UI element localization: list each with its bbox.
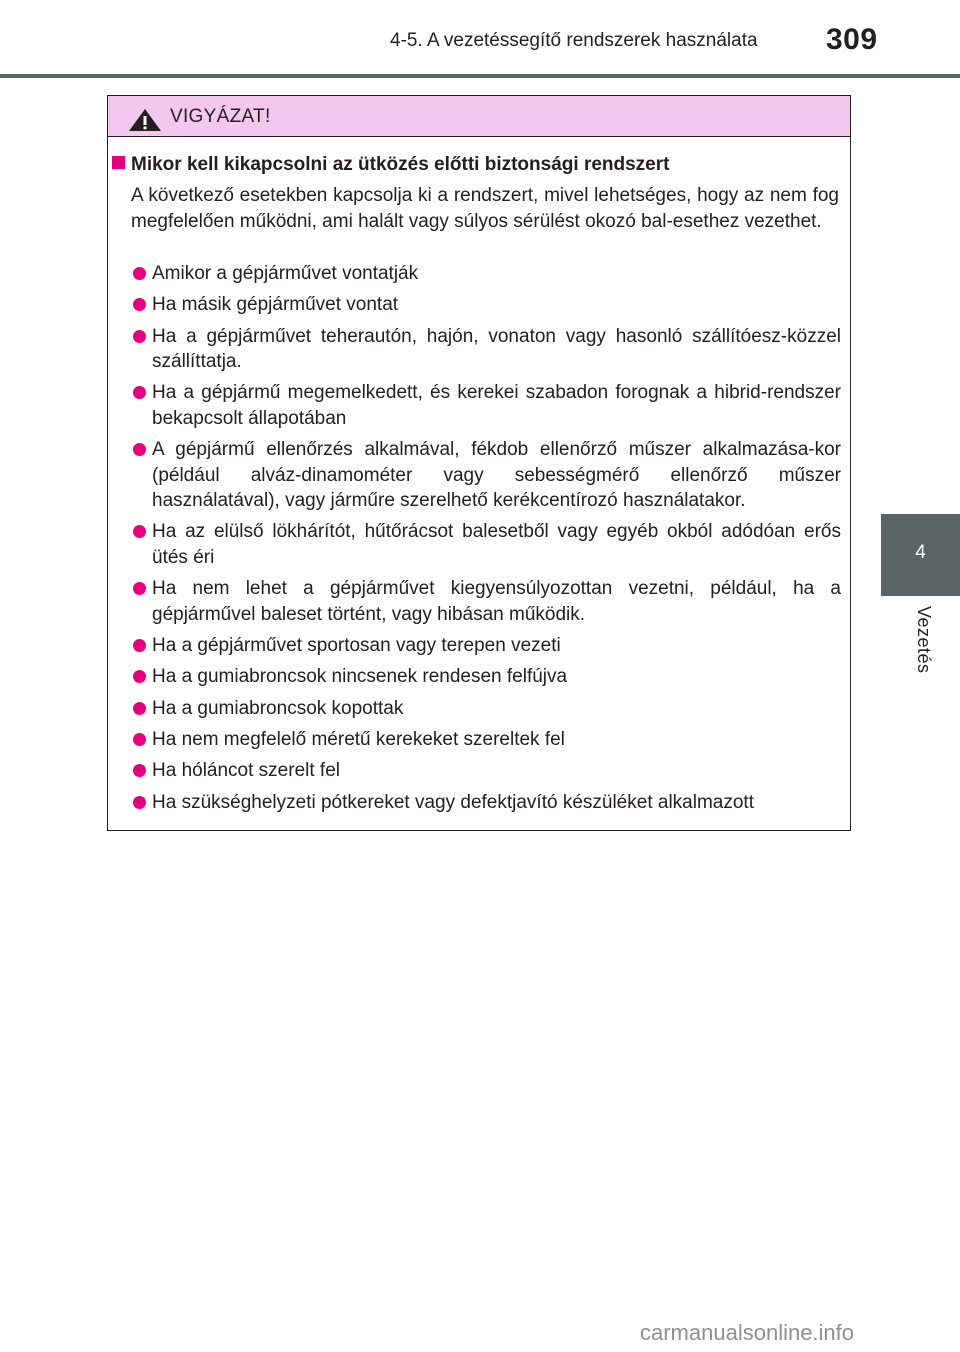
list-item: [131, 324, 841, 375]
list-item-text: Ha a gumiabroncsok nincsenek rendesen felfújva: [152, 666, 568, 688]
section-heading-text: Mikor kell kikapcsolni az ütközés előtti biztonsági rendszert: [131, 154, 670, 175]
list-item: [131, 633, 841, 659]
bullet-list: [131, 261, 841, 821]
list-item: [131, 727, 841, 753]
list-item-text: Amikor a gépjárművet vontatják: [152, 263, 419, 284]
bullet-dot-icon: [133, 443, 146, 456]
intro-paragraph: A következő esetekben kapcsolja ki a rendszert, mivel lehetséges, hogy az nem fog megfelelően működni, ami halált vagy súlyos sérülést okozó bal-esethez vezethet.: [131, 185, 839, 232]
list-item-text: Ha a gépjárművet sportosan vagy terepen vezeti: [152, 635, 561, 657]
list-item: [131, 790, 841, 816]
list-item: [131, 261, 841, 287]
bullet-dot-icon: [133, 386, 146, 399]
bullet-dot-icon: [133, 702, 146, 715]
header-rule: [0, 74, 960, 78]
page-number: 309: [826, 23, 878, 56]
list-item-text: A gépjármű ellenőrzés alkalmával, fékdob ellenőrző műszer alkalmazása-kor (például alváz-dinamométer vagy sebességmérő ellenőrző műszer használatával), vagy járműre szerelhető kerékcentírozó használatakor.: [152, 439, 841, 512]
list-item: [131, 664, 841, 690]
warning-box: [107, 95, 851, 831]
list-item: [131, 758, 841, 784]
bullet-dot-icon: [133, 733, 146, 746]
list-item-text: Ha a gumiabroncsok kopottak: [152, 697, 404, 719]
bullet-dot-icon: [133, 764, 146, 777]
list-item-text: Ha nem megfelelő méretű kerekeket szereltek fel: [152, 728, 565, 750]
bullet-dot-icon: [133, 525, 146, 538]
list-item-text: Ha nem lehet a gépjárművet kiegyensúlyozottan vezetni, például, ha a gépjárművel baleset történt, vagy hibásan működik.: [152, 578, 841, 625]
bullet-dot-icon: [133, 670, 146, 683]
square-bullet-icon: [112, 156, 125, 169]
list-item-text: Ha szükséghelyzeti pótkereket vagy defektjavító készüléket alkalmazott: [152, 791, 754, 813]
section-heading: [112, 154, 669, 176]
list-item-text: Ha másik gépjárművet vontat: [152, 294, 399, 316]
header-title: 4-5. A vezetéssegítő rendszerek használata: [390, 30, 758, 51]
warning-header: [108, 96, 850, 137]
list-item: [131, 576, 841, 627]
list-item: [131, 519, 841, 570]
bullet-dot-icon: [133, 330, 146, 343]
chapter-tab: [881, 514, 960, 596]
list-item: [131, 437, 841, 514]
warning-triangle-icon: [128, 108, 162, 132]
bullet-dot-icon: [133, 267, 146, 280]
bullet-dot-icon: [133, 298, 146, 311]
list-item-text: Ha hóláncot szerelt fel: [152, 760, 340, 782]
chapter-label: Vezetés: [914, 606, 934, 674]
list-item: [131, 292, 841, 318]
warning-label: VIGYÁZAT!: [170, 106, 271, 127]
list-item-text: Ha a gépjárművet teherautón, hajón, vonaton vagy hasonló szállítóesz-közzel szállíttatja.: [152, 325, 841, 373]
chapter-number: 4: [915, 542, 926, 563]
list-item: [131, 380, 841, 431]
watermark: carmanualsonline.info: [640, 1320, 855, 1345]
bullet-dot-icon: [133, 796, 146, 809]
bullet-dot-icon: [133, 582, 146, 595]
bullet-dot-icon: [133, 639, 146, 652]
list-item-text: Ha az elülső lökhárítót, hűtőrácsot balesetből vagy egyéb okból adódóan erős ütés éri: [152, 521, 841, 568]
list-item-text: Ha a gépjármű megemelkedett, és kerekei szabadon forognak a hibrid-rendszer bekapcsolt állapotában: [152, 382, 841, 429]
list-item: [131, 696, 841, 722]
